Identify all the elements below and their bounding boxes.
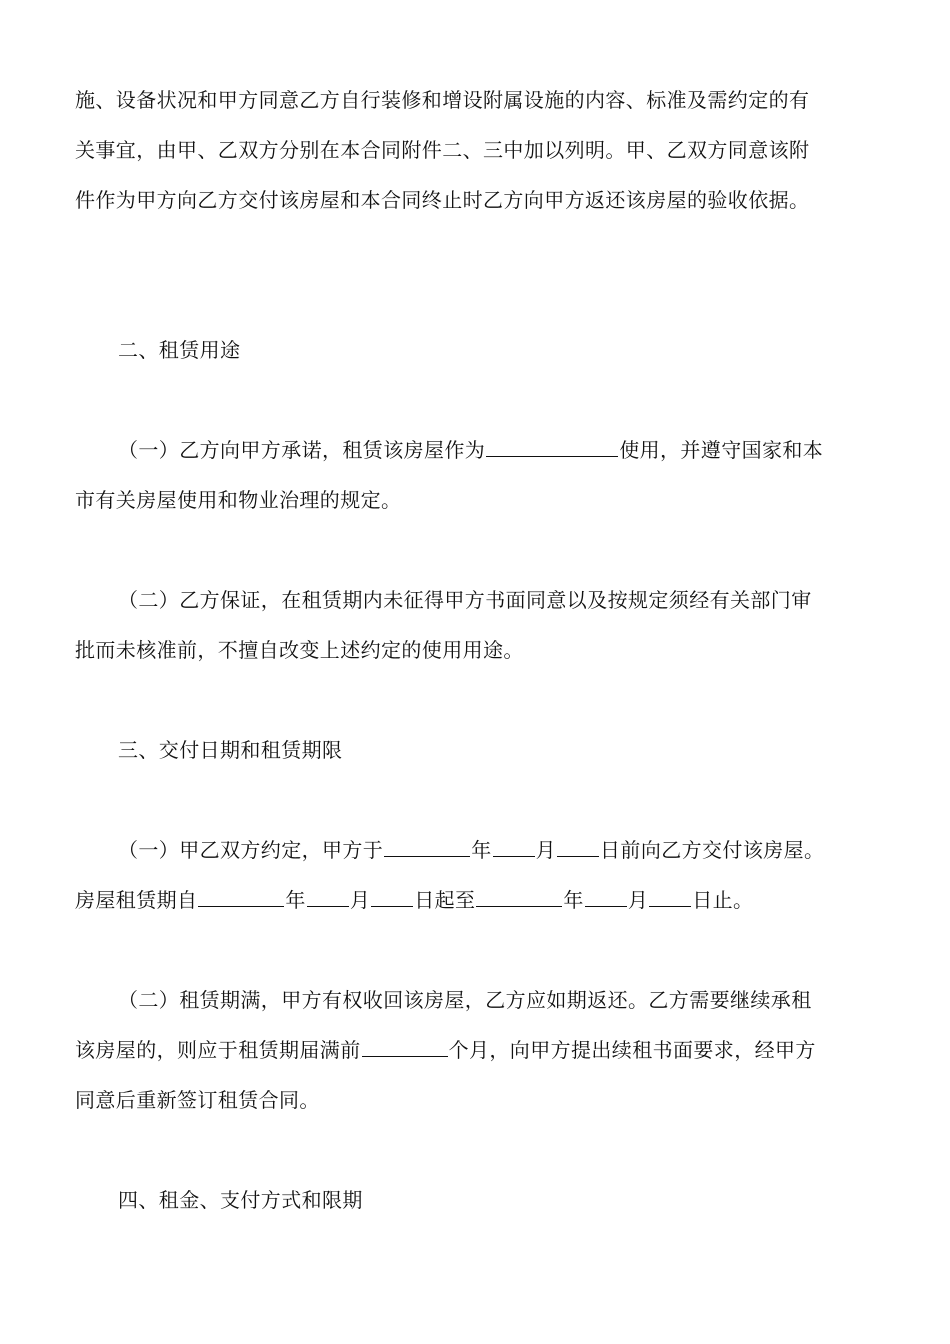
section-3-heading: 三、交付日期和租赁期限 xyxy=(118,738,343,762)
intro-line-1: 施、设备状况和甲方同意乙方自行装修和增设附属设施的内容、标准及需约定的有 xyxy=(75,88,810,112)
start-year-blank[interactable] xyxy=(198,888,284,907)
end-day-blank[interactable] xyxy=(649,888,691,907)
intro-line-2: 关事宜，由甲、乙双方分别在本合同附件二、三中加以列明。甲、乙双方同意该附 xyxy=(75,138,810,162)
text-segment: 日前向乙方交付该房屋。 xyxy=(600,838,825,862)
text-segment: （一）甲乙双方约定，甲方于 xyxy=(118,838,384,862)
month-label: 月 xyxy=(535,838,557,862)
year-label: 年 xyxy=(563,888,584,912)
section-2-heading: 二、租赁用途 xyxy=(118,338,241,362)
text-segment: 日起至 xyxy=(414,888,476,912)
year-label: 年 xyxy=(471,838,492,862)
purpose-blank[interactable] xyxy=(486,438,618,457)
delivery-month-blank[interactable] xyxy=(493,838,535,857)
section-2-item-1-line-2: 市有关房屋使用和物业治理的规定。 xyxy=(75,488,402,512)
section-2-item-2-line-2: 批而未核准前，不擅自改变上述约定的使用用途。 xyxy=(75,638,524,662)
text-segment: （一）乙方向甲方承诺，租赁该房屋作为 xyxy=(118,438,486,462)
section-3-item-2-line-1: （二）租赁期满，甲方有权收回该房屋，乙方应如期返还。乙方需要继续承租 xyxy=(118,988,812,1012)
month-label: 月 xyxy=(627,888,649,912)
section-3-item-2-line-2 xyxy=(75,1036,885,1064)
section-2-item-2-line-1: （二）乙方保证，在租赁期内未征得甲方书面同意以及按规定须经有关部门审 xyxy=(118,588,812,612)
intro-line-3: 件作为甲方向乙方交付该房屋和本合同终止时乙方向甲方返还该房屋的验收依据。 xyxy=(75,188,810,212)
section-3-item-1-line-1 xyxy=(118,836,928,864)
section-3-item-1-line-2 xyxy=(75,886,885,914)
section-4-heading: 四、租金、支付方式和限期 xyxy=(118,1188,363,1212)
end-month-blank[interactable] xyxy=(585,888,627,907)
text-segment: 个月，向甲方提出续租书面要求，经甲方 xyxy=(448,1038,816,1062)
section-2-item-1-line-1 xyxy=(118,436,928,464)
start-month-blank[interactable] xyxy=(307,888,349,907)
text-segment: 该房屋的，则应于租赁期届满前 xyxy=(75,1038,361,1062)
renewal-months-blank[interactable] xyxy=(362,1038,448,1057)
delivery-day-blank[interactable] xyxy=(557,838,599,857)
text-segment: 使用，并遵守国家和本 xyxy=(619,438,824,462)
end-year-blank[interactable] xyxy=(476,888,562,907)
start-day-blank[interactable] xyxy=(371,888,413,907)
month-label: 月 xyxy=(349,888,371,912)
section-3-item-2-line-3: 同意后重新签订租赁合同。 xyxy=(75,1088,320,1112)
year-label: 年 xyxy=(285,888,306,912)
delivery-year-blank[interactable] xyxy=(384,838,470,857)
text-segment: 日止。 xyxy=(692,888,754,912)
text-segment: 房屋租赁期自 xyxy=(75,888,198,912)
